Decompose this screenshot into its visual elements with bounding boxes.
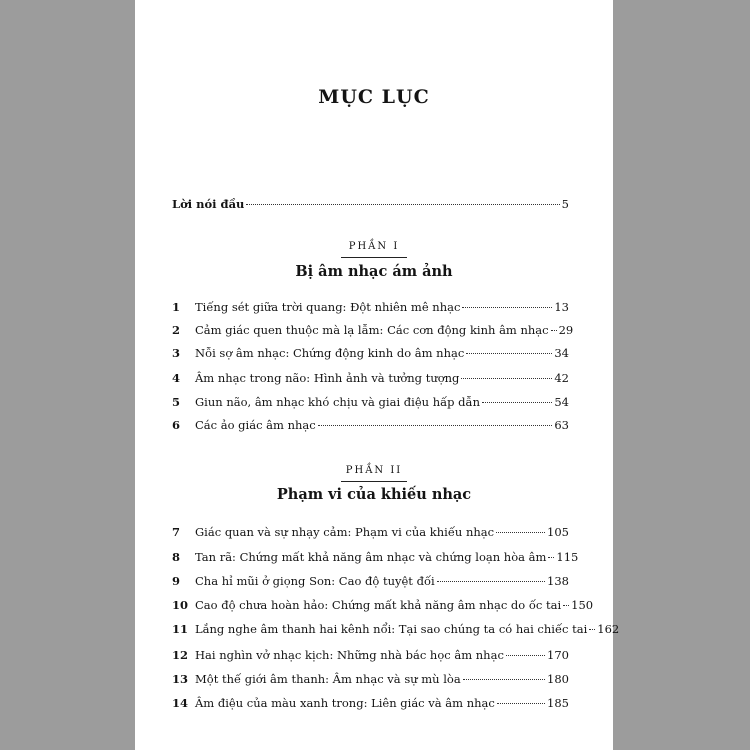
- dot-leader: [318, 425, 553, 426]
- page-title: MỤC LỤC: [318, 86, 430, 108]
- toc-entry: [172, 550, 579, 564]
- chapter-page: 63: [554, 418, 569, 432]
- dot-leader: [466, 353, 552, 354]
- part-title: Bị âm nhạc ám ảnh: [295, 263, 453, 280]
- chapter-number: 10: [172, 598, 189, 612]
- part-divider: [341, 257, 407, 258]
- toc-entry: [172, 300, 569, 314]
- chapter-page: 138: [547, 574, 569, 588]
- chapter-title: Lắng nghe âm thanh hai kênh nổi: Tại sao chúng ta có hai chiếc tai: [195, 622, 588, 636]
- part-title: Phạm vi của khiếu nhạc: [276, 486, 472, 503]
- chapter-title: Nỗi sợ âm nhạc: Chứng động kinh do âm nhạc: [195, 346, 465, 360]
- chapter-page: 29: [558, 323, 574, 337]
- chapter-title: Tiếng sét giữa trời quang: Đột nhiên mê nhạc: [195, 300, 461, 314]
- dot-leader: [548, 557, 554, 558]
- chapter-title: Giun não, âm nhạc khó chịu và giai điệu hấp dẫn: [195, 395, 480, 409]
- chapter-number: 2: [172, 323, 181, 337]
- chapter-number: 13: [172, 672, 189, 686]
- part-label: PHẦN I: [348, 241, 400, 252]
- chapter-page: 54: [554, 395, 569, 409]
- chapter-page: 34: [554, 346, 569, 360]
- chapter-number: 7: [172, 525, 181, 539]
- toc-entry: [172, 696, 569, 710]
- dot-leader: [589, 629, 595, 630]
- dot-leader: [482, 402, 552, 403]
- dot-leader: [462, 307, 552, 308]
- dot-leader: [246, 204, 559, 205]
- dot-leader: [551, 330, 557, 331]
- dot-leader: [463, 679, 545, 680]
- chapter-page: 185: [547, 696, 569, 710]
- toc-entry: [172, 598, 594, 612]
- chapter-number: 9: [172, 574, 181, 588]
- chapter-title: Cha hỉ mũi ở giọng Son: Cao độ tuyệt đối: [195, 574, 435, 588]
- chapter-number: 1: [172, 300, 181, 314]
- chapter-page: 42: [554, 371, 569, 385]
- chapter-title: Âm nhạc trong não: Hình ảnh và tưởng tượng: [195, 371, 460, 385]
- chapter-page: 105: [547, 525, 569, 539]
- chapter-number: 12: [172, 648, 189, 662]
- toc-entry: [172, 418, 569, 432]
- toc-entry-preface: [172, 197, 569, 211]
- toc-entry-page: 5: [561, 197, 569, 211]
- toc-entry: [172, 395, 569, 409]
- dot-leader: [497, 703, 545, 704]
- chapter-page: 115: [556, 550, 579, 564]
- chapter-title: Cảm giác quen thuộc mà lạ lẫm: Các cơn động kinh âm nhạc: [195, 323, 549, 337]
- toc-entry: [172, 622, 620, 636]
- chapter-number: 4: [172, 371, 181, 385]
- chapter-number: 6: [172, 418, 181, 432]
- chapter-title: Hai nghìn vở nhạc kịch: Những nhà bác học âm nhạc: [195, 648, 504, 662]
- chapter-page: 13: [554, 300, 569, 314]
- toc-entry: [172, 346, 569, 360]
- toc-entry: [172, 672, 569, 686]
- chapter-title: Một thế giới âm thanh: Âm nhạc và sự mù lòa: [195, 672, 461, 686]
- chapter-number: 14: [172, 696, 189, 710]
- chapter-page: 162: [597, 622, 620, 636]
- dot-leader: [461, 378, 552, 379]
- dot-leader: [496, 532, 545, 533]
- chapter-number: 3: [172, 346, 181, 360]
- chapter-title: Các ảo giác âm nhạc: [195, 418, 316, 432]
- dot-leader: [563, 605, 569, 606]
- dot-leader: [437, 581, 545, 582]
- toc-entry: [172, 574, 569, 588]
- chapter-title: Tan rã: Chứng mất khả năng âm nhạc và chứng loạn hòa âm: [195, 550, 547, 564]
- chapter-title: Cao độ chưa hoàn hảo: Chứng mất khả năng âm nhạc do ốc tai: [195, 598, 562, 612]
- chapter-title: Giác quan và sự nhạy cảm: Phạm vi của khiếu nhạc: [195, 525, 495, 539]
- chapter-number: 5: [172, 395, 181, 409]
- toc-entry: [172, 525, 569, 539]
- chapter-page: 170: [547, 648, 569, 662]
- toc-entry: [172, 323, 574, 337]
- part-divider: [341, 481, 407, 482]
- chapter-page: 150: [571, 598, 594, 612]
- chapter-number: 11: [172, 622, 189, 636]
- chapter-number: 8: [172, 550, 181, 564]
- toc-entry: [172, 648, 569, 662]
- chapter-title: Âm điệu của màu xanh trong: Liên giác và âm nhạc: [195, 696, 495, 710]
- toc-entry-title: Lời nói đầu: [172, 197, 245, 211]
- toc-entry: [172, 371, 569, 385]
- book-page: [135, 0, 620, 750]
- dot-leader: [506, 655, 545, 656]
- part-label: PHẦN II: [345, 465, 403, 476]
- chapter-page: 180: [547, 672, 569, 686]
